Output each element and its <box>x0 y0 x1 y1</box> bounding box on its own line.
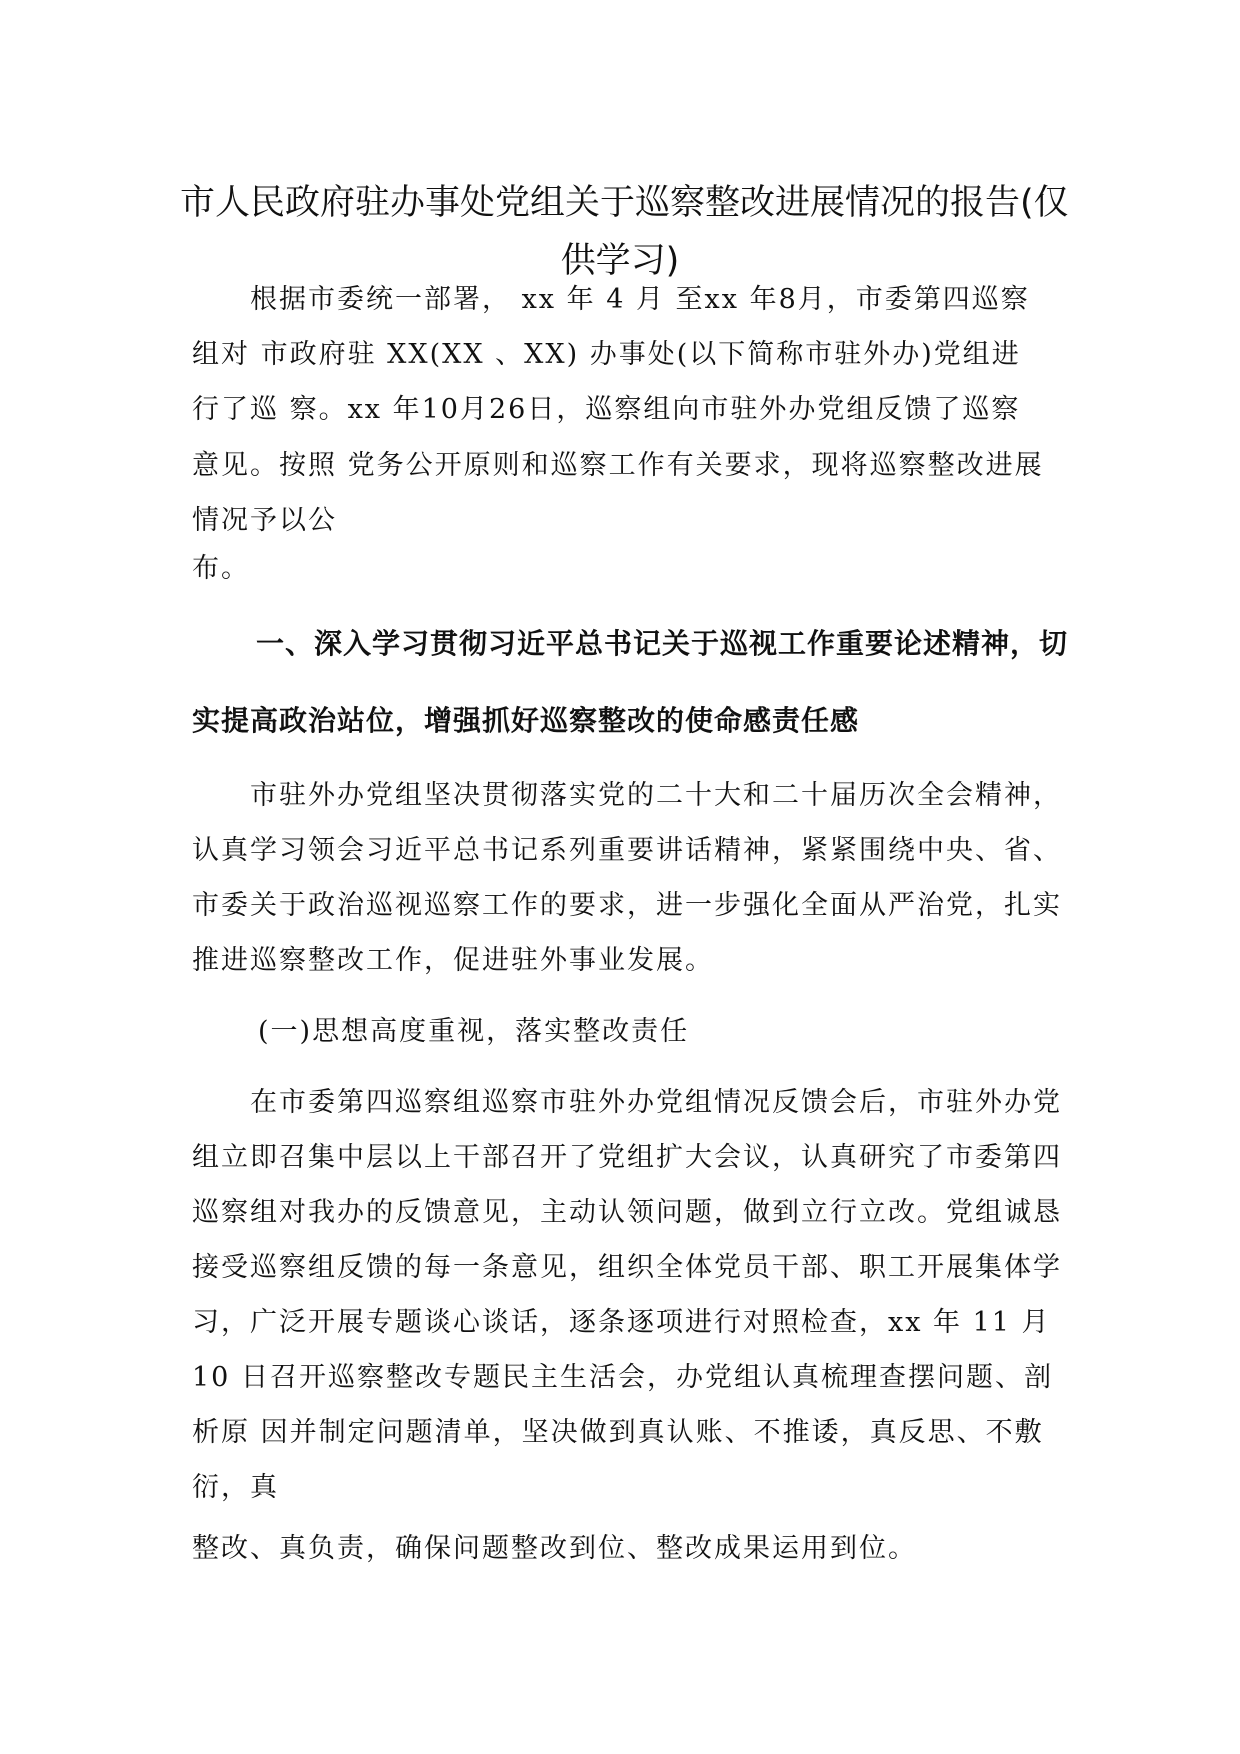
paragraph-line: 认真学习领会习近平总书记系列重要讲话精神，紧紧围绕中央、省、 <box>192 835 1062 866</box>
paragraph-line: 析原 因并制定问题清单，坚决做到真认账、不推诿，真反思、不敷 <box>192 1417 1044 1448</box>
paragraph-line: 行了巡 察。xx 年10月26日，巡察组向市驻外办党组反馈了巡察 <box>192 394 1021 425</box>
paragraph-line: 市驻外办党组坚决贯彻落实党的二十大和二十届历次全会精神， <box>250 780 1062 811</box>
document-title <box>180 174 1069 290</box>
subsection-heading: (一)思想高度重视，落实整改责任 <box>258 1016 690 1047</box>
paragraph-line: 衍，真 <box>192 1472 279 1503</box>
paragraph-line: 在市委第四巡察组巡察市驻外办党组情况反馈会后，市驻外办党 <box>250 1087 1062 1118</box>
paragraph-line: 推进巡察整改工作，促进驻外事业发展。 <box>192 945 714 976</box>
paragraph-line: 习，广泛开展专题谈心谈话，逐条逐项进行对照检查，xx 年 11 月 <box>192 1307 1051 1338</box>
paragraph-line: 10 日召开巡察整改专题民主生活会，办党组认真梳理查摆问题、剖 <box>192 1362 1053 1393</box>
heading-line: 一、深入学习贯彻习近平总书记关于巡视工作重要论述精神，切 <box>256 627 1069 660</box>
title-line: 市人民政府驻办事处党组关于巡察整改进展情况的报告(仅 <box>180 183 1069 223</box>
paragraph-line: 巡察组对我办的反馈意见，主动认领问题，做到立行立改。党组诚恳 <box>192 1197 1062 1228</box>
paragraph-line: 整改、真负责，确保问题整改到位、整改成果运用到位。 <box>192 1533 917 1564</box>
title-line: 供学习) <box>560 241 680 281</box>
paragraph-line: 情况予以公 <box>192 505 337 536</box>
paragraph-line: 组对 市政府驻 XX(XX 、XX) 办事处(以下简称市驻外办)党组进 <box>192 339 1021 370</box>
paragraph-line: 组立即召集中层以上干部召开了党组扩大会议，认真研究了市委第四 <box>192 1142 1062 1173</box>
paragraph-line: 布。 <box>192 553 250 584</box>
paragraph-line: 市委关于政治巡视巡察工作的要求，进一步强化全面从严治党，扎实 <box>192 890 1062 921</box>
paragraph-line: 根据市委统一部署， xx 年 4 月 至xx 年8月，市委第四巡察 <box>250 284 1030 315</box>
heading-line: 实提高政治站位，增强抓好巡察整改的使命感责任感 <box>192 704 860 737</box>
paragraph-line: 意见。按照 党务公开原则和巡察工作有关要求，现将巡察整改进展 <box>192 450 1044 481</box>
paragraph-line: 接受巡察组反馈的每一条意见，组织全体党员干部、职工开展集体学 <box>192 1252 1062 1283</box>
